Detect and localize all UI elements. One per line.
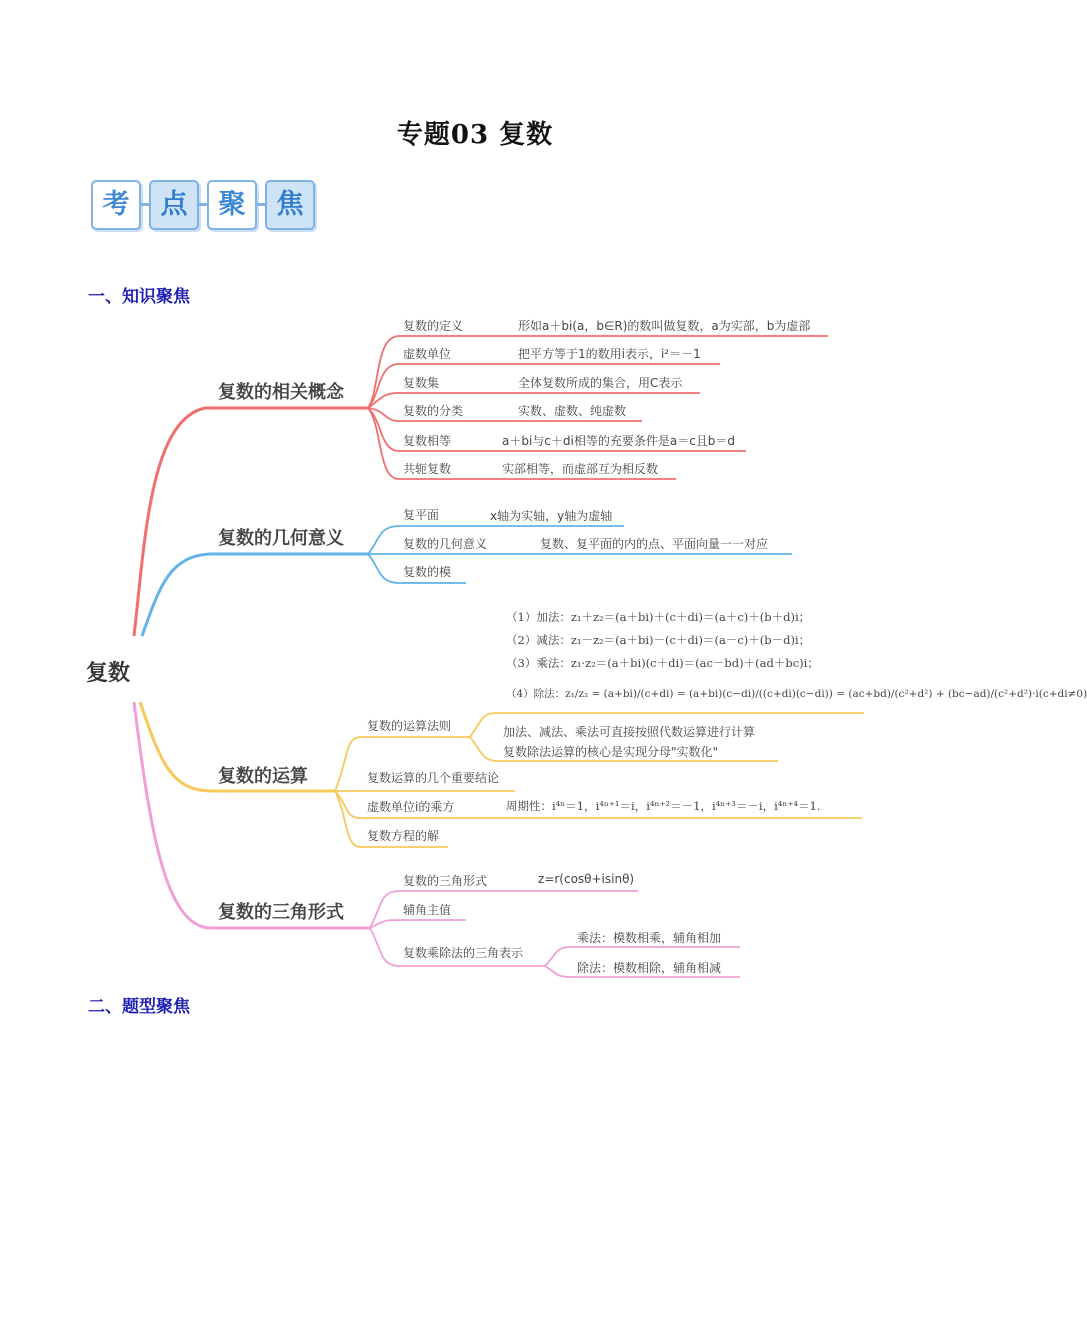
- operation-formula-sub: （2）减法：z₁－z₂＝(a＋bi)－(c＋di)＝(a－c)＋(b－d)i；: [506, 633, 811, 647]
- trig-item-desc: z=r(cosθ+isinθ): [538, 872, 635, 886]
- banner-char: 点: [149, 180, 199, 230]
- section-heading-knowledge: 一、知识聚焦: [88, 287, 190, 307]
- concept-item-label: 虚数单位: [403, 347, 452, 361]
- concept-item-desc: 把平方等于1的数用i表示，i²＝－1: [518, 347, 701, 361]
- operation-formula-mul: （3）乘法：z₁·z₂＝(a＋bi)(c＋di)＝(ac－bd)＋(ad＋bc)i；: [506, 656, 819, 670]
- concept-item-desc: 实数、虚数、纯虚数: [518, 404, 627, 418]
- operation-item-label: 复数运算的几个重要结论: [367, 771, 500, 785]
- branch-geometry: 复数的几何意义: [218, 528, 344, 549]
- section-heading-question-types: 二、题型聚焦: [88, 997, 190, 1017]
- trig-item-label: 复数乘除法的三角表示: [403, 946, 524, 960]
- banner-char: 考: [91, 180, 141, 230]
- trig-item-label: 复数的三角形式: [403, 874, 488, 888]
- concept-item-label: 复数集: [403, 376, 440, 390]
- operation-rules-label: 复数的运算法则: [367, 719, 452, 733]
- page-title: 专题03 复数: [396, 120, 554, 150]
- operation-item-label: 复数方程的解: [367, 829, 440, 843]
- geometry-branch-lines: [142, 554, 368, 636]
- geometry-item-desc: x轴为实轴，y轴为虚轴: [490, 509, 613, 523]
- concept-item-desc: 实部相等，而虚部互为相反数: [502, 462, 659, 476]
- operation-item-label: 虚数单位i的乘方: [367, 800, 455, 814]
- concept-item-label: 复数的分类: [403, 404, 464, 418]
- branch-concept: 复数的相关概念: [218, 382, 344, 403]
- banner-char: 聚: [207, 180, 257, 230]
- trig-branch-lines: [134, 702, 370, 928]
- trig-item-label: 辅角主值: [403, 903, 452, 917]
- banner-char: 焦: [265, 180, 315, 230]
- concept-item-label: 复数的定义: [403, 319, 464, 333]
- branch-trig: 复数的三角形式: [218, 902, 344, 923]
- operation-note: 复数除法运算的核心是实现分母"实数化": [503, 745, 719, 759]
- operation-item-desc: 周期性：i⁴ⁿ＝1，i⁴ⁿ⁺¹＝i，i⁴ⁿ⁺²＝－1，i⁴ⁿ⁺³＝－i，i⁴ⁿ⁺⁴＝1.: [506, 799, 821, 813]
- trig-muldiv: 乘法：模数相乘，辅角相加: [577, 931, 722, 945]
- concept-item-desc: 形如a＋bi(a，b∈R)的数叫做复数，a为实部，b为虚部: [518, 319, 811, 333]
- concept-branch-lines: [134, 408, 368, 636]
- geometry-item-label: 复平面: [403, 508, 440, 522]
- concept-item-desc: a＋bi与c＋di相等的充要条件是a＝c且b＝d: [502, 434, 736, 448]
- branch-operation: 复数的运算: [218, 766, 308, 787]
- trig-muldiv: 除法：模数相除，辅角相减: [577, 961, 722, 975]
- operation-note: 加法、减法、乘法可直接按照代数运算进行计算: [503, 725, 756, 739]
- concept-item-label: 复数相等: [403, 434, 452, 448]
- concept-item-label: 共轭复数: [403, 462, 452, 476]
- geometry-item-desc: 复数、复平面的内的点、平面向量一一对应: [540, 537, 769, 551]
- geometry-item-label: 复数的几何意义: [403, 537, 488, 551]
- geometry-item-label: 复数的模: [403, 565, 452, 579]
- operation-formula-div: （4）除法：z₁/z₂ = (a+bi)/(c+di) = (a+bi)(c−di)/((c+di)(c−di)) = (ac+bd)/(c²+d²) + (bc−ad)/(c²+d²)·i(c+di≠0): [506, 688, 1087, 700]
- operation-formula-add: （1）加法：z₁＋z₂＝(a＋bi)＋(c＋di)＝(a＋c)＋(b＋d)i；: [506, 610, 811, 624]
- concept-item-desc: 全体复数所成的集合，用C表示: [518, 376, 683, 390]
- mindmap-root: 复数: [86, 661, 131, 686]
